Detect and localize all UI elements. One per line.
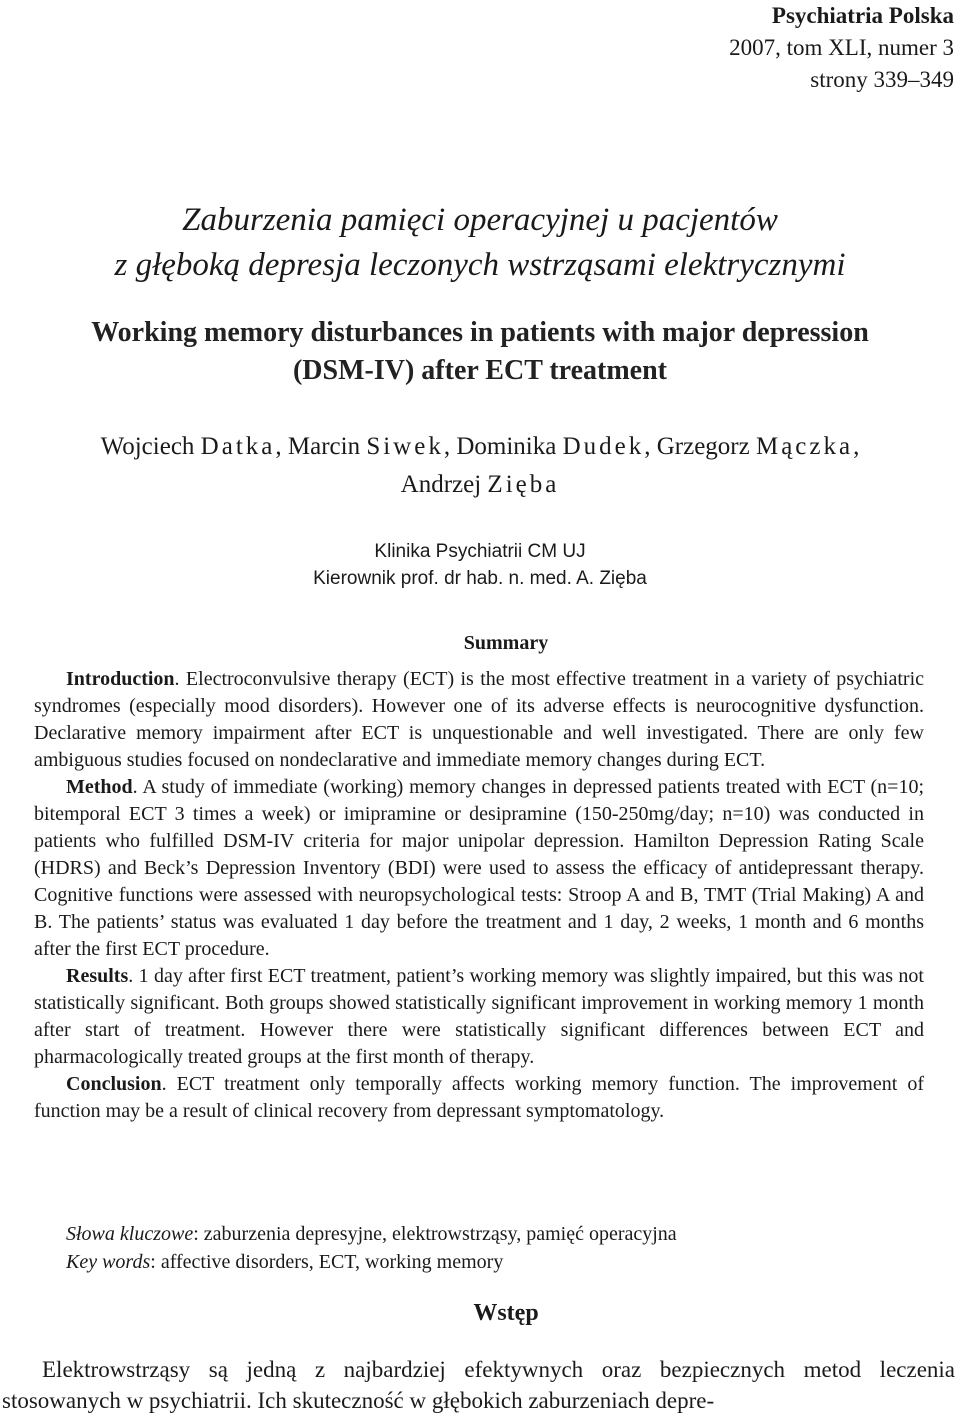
author-first-name: Dominika xyxy=(456,433,557,460)
summary-introduction xyxy=(34,666,924,774)
journal-header xyxy=(729,0,954,96)
conclusion-label: Conclusion xyxy=(66,1073,162,1095)
journal-pages: strony 339–349 xyxy=(810,67,954,92)
author-first-name: Andrzej xyxy=(400,471,482,498)
conclusion-text: . ECT treatment only temporally affects working memory function. The improvement of function may be a result of clinical recovery from depressant symptomatology. xyxy=(34,1073,924,1122)
title-pl-line-1: Zaburzenia pamięci operacyjnej u pacjentów xyxy=(182,202,778,238)
author-first-name: Grzegorz xyxy=(656,433,750,460)
author-last-name: Mączka xyxy=(755,433,854,460)
title-en-line-1: Working memory disturbances in patients with major depression xyxy=(91,317,869,348)
author-first-name: Marcin xyxy=(287,433,361,460)
keywords-en-label: Key words xyxy=(66,1251,151,1273)
journal-name: Psychiatria Polska xyxy=(771,3,954,28)
keywords-polish xyxy=(66,1220,946,1248)
article-title-polish xyxy=(0,198,960,288)
summary-method xyxy=(34,774,924,963)
author-last-name: Datka xyxy=(200,433,276,460)
results-text: . 1 day after first ECT treatment, patient’s working memory was slightly impaired, but this was not statistically significant. Both groups showed statistically significant improvement in working memory 1 month after start of treatment. However there were statistically significant differences between ECT and pharmacologically treated groups at the first month of therapy. xyxy=(34,965,924,1068)
author-separator: , xyxy=(275,433,288,460)
body-text xyxy=(2,1354,955,1416)
author-last-name: Siwek xyxy=(366,433,444,460)
journal-issue: 2007, tom XLI, numer 3 xyxy=(729,35,954,60)
introduction-text: . Electroconvulsive therapy (ECT) is the most effective treatment in a variety of psychiatric syndromes (especially mood disorders). However one of its adverse effects is neurocognitive dysfunction. Declarative memory impairment after ECT is unquestionable and well investigated. There are only few ambiguous studies focused on nondeclarative and immediate memory changes during ECT. xyxy=(34,668,924,771)
summary-abstract xyxy=(34,666,924,1125)
author-last-name: Zięba xyxy=(487,471,560,498)
author-separator: , xyxy=(644,433,657,460)
author-list xyxy=(0,428,960,504)
article-title-english xyxy=(0,314,960,390)
summary-results xyxy=(34,963,924,1071)
summary-conclusion xyxy=(34,1071,924,1125)
method-label: Method xyxy=(66,776,133,798)
author-first-name: Wojciech xyxy=(100,433,195,460)
keywords-pl-label: Słowa kluczowe xyxy=(66,1223,194,1245)
method-text: . A study of immediate (working) memory changes in depressed patients treated with ECT (n=10; bitemporal ECT 3 times a week) or imipramine or desipramine (150-250mg/day; n=10) was conducted in patients who fulfilled DSM-IV criteria for major unipolar depression. Hamilton Depression Rating Scale (HDRS) and Beck’s Depression Inventory (BDI) were used to assess the efficacy of antidepressant therapy. Cognitive functions were assessed with neuropsychological tests: Stroop A and B, TMT (Trial Making) A and B. The patients’ status was evaluated 1 day before the treatment and 1 day, 2 weeks, 1 month and 6 months after the first ECT procedure. xyxy=(34,776,924,960)
author-last-name: Dudek xyxy=(562,433,645,460)
author-line-1 xyxy=(0,428,960,466)
affiliation xyxy=(0,538,960,592)
author-separator: , xyxy=(853,433,860,460)
results-label: Results xyxy=(66,965,129,987)
section-heading: Wstęp xyxy=(473,1300,539,1326)
title-en-line-2: (DSM-IV) after ECT treatment xyxy=(292,355,668,386)
keywords-english xyxy=(66,1248,946,1276)
keywords-pl-text: : zaburzenia depresyjne, elektrowstrząsy, pamięć operacyjna xyxy=(193,1223,677,1245)
summary-heading: Summary xyxy=(463,632,549,654)
author-separator: , xyxy=(443,433,457,460)
introduction-label: Introduction xyxy=(66,668,175,690)
keywords-en-text: : affective disorders, ECT, working memory xyxy=(150,1251,504,1273)
keywords xyxy=(66,1220,946,1276)
body-paragraph: Elektrowstrząsy są jedną z najbardziej efektywnych oraz bezpiecznych metod leczenia stosowanych w psychiatrii. Ich skuteczność w głębokich zaburzeniach depre- xyxy=(2,1357,955,1413)
affiliation-clinic: Klinika Psychiatrii CM UJ xyxy=(374,541,586,562)
author-line-2 xyxy=(0,466,960,504)
affiliation-head: Kierownik prof. dr hab. n. med. A. Zięba xyxy=(313,568,647,589)
title-pl-line-2: z głęboką depresja leczonych wstrząsami elektrycznymi xyxy=(114,247,846,283)
